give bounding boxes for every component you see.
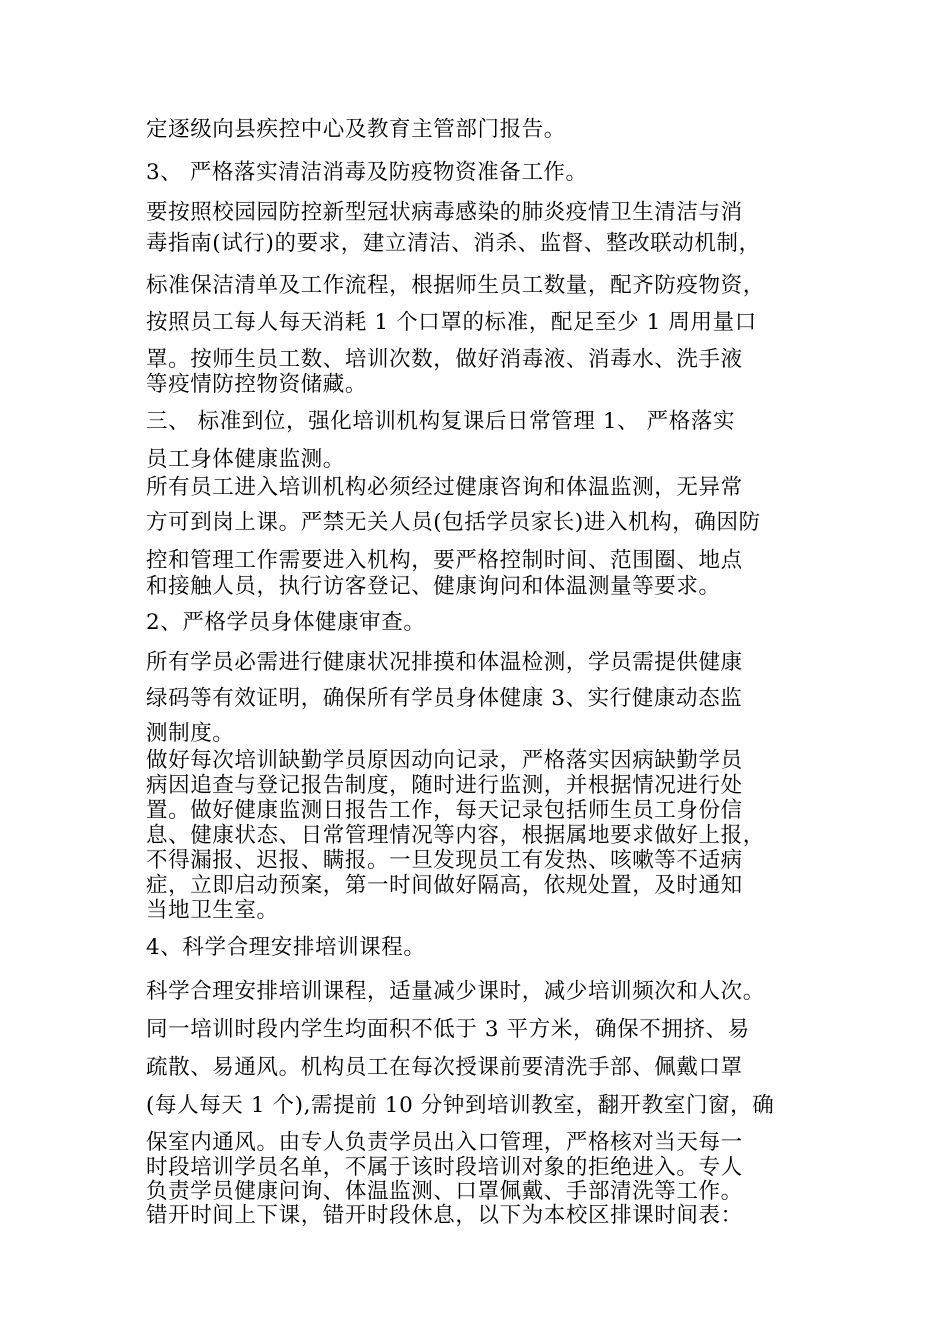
text-line: 疏散、易通风。机构员工在每次授课前要清洗手部、佩戴口罩	[146, 1055, 743, 1080]
text-line: 保室内通风。由专人负责学员出入口管理，严格核对当天每一	[146, 1130, 743, 1155]
section-heading: 2、严格学员身体健康审查。	[146, 610, 426, 635]
text-line: 息、健康状态、日常管理情况等内容，根据属地要求做好上报，	[146, 823, 765, 848]
text-line: 员工身体健康监测。	[146, 447, 345, 472]
text-line: 定逐级向县疾控中心及教育主管部门报告。	[146, 117, 566, 142]
text-line: 错开时间上下课，错开时段休息，以下为本校区排课时间表：	[146, 1203, 743, 1228]
text-line: 所有员工进入培训机构必须经过健康咨询和体温监测，无异常	[146, 475, 743, 500]
text-line: 要按照校园园防控新型冠状病毒感染的肺炎疫情卫生清洁与消	[146, 200, 743, 225]
text-line: 不得漏报、迟报、瞒报。一旦发现员工有发热、咳嗽等不适病	[146, 848, 743, 873]
text-line: 同一培训时段内学生均面积不低于 3 平方米，确保不拥挤、易	[146, 1017, 750, 1042]
text-line: 罩。按师生员工数、培训次数，做好消毒液、消毒水、洗手液	[146, 347, 743, 372]
text-line: 所有学员必需进行健康状况排摸和体温检测，学员需提供健康	[146, 650, 743, 675]
text-line: 病因追查与登记报告制度，随时进行监测，并根据情况进行处	[146, 773, 743, 798]
text-line: 毒指南(试行)的要求，建立清洁、消杀、监督、整改联动机制，	[146, 231, 761, 256]
text-line: 当地卫生室。	[146, 898, 279, 923]
text-line: 控和管理工作需要进入机构，要严格控制时间、范围圈、地点	[146, 548, 743, 573]
text-line: 标准保洁清单及工作流程，根据师生员工数量，配齐防疫物资，	[146, 273, 765, 298]
text-line: 绿码等有效证明，确保所有学员身体健康 3、实行健康动态监	[146, 686, 743, 711]
section-heading: 三、 标准到位，强化培训机构复课后日常管理 1、 严格落实	[146, 409, 736, 434]
section-heading: 4、科学合理安排培训课程。	[146, 935, 426, 960]
text-line: (每人每天 1 个),需提前 10 分钟到培训教室，翻开教室门窗，确	[146, 1093, 775, 1118]
text-line: 负责学员健康问询、体温监测、口罩佩戴、手部清洗等工作。	[146, 1179, 743, 1204]
section-heading: 3、 严格落实清洁消毒及防疫物资准备工作。	[146, 160, 588, 185]
text-line: 方可到岗上课。严禁无关人员(包括学员家长)进入机构，确因防	[146, 510, 761, 535]
text-line: 按照员工每人每天消耗 1 个口罩的标准，配足至少 1 周用量口	[146, 310, 757, 335]
text-line: 测制度。	[146, 721, 235, 746]
text-line: 症，立即启动预案，第一时间做好隔高，依规处置，及时通知	[146, 873, 743, 898]
text-line: 做好每次培训缺勤学员原因动向记录，严格落实因病缺勤学员	[146, 748, 743, 773]
text-line: 置。做好健康监测日报告工作，每天记录包括师生员工身份信	[146, 798, 743, 823]
text-line: 科学合理安排培训课程，适量减少课时，减少培训频次和人次。	[146, 979, 765, 1004]
text-line: 和接触人员，执行访客登记、健康询问和体温测量等要求。	[146, 574, 721, 599]
text-line: 等疫情防控物资储藏。	[146, 372, 368, 397]
text-line: 时段培训学员名单，不属于该时段培训对象的拒绝进入。专人	[146, 1155, 743, 1180]
